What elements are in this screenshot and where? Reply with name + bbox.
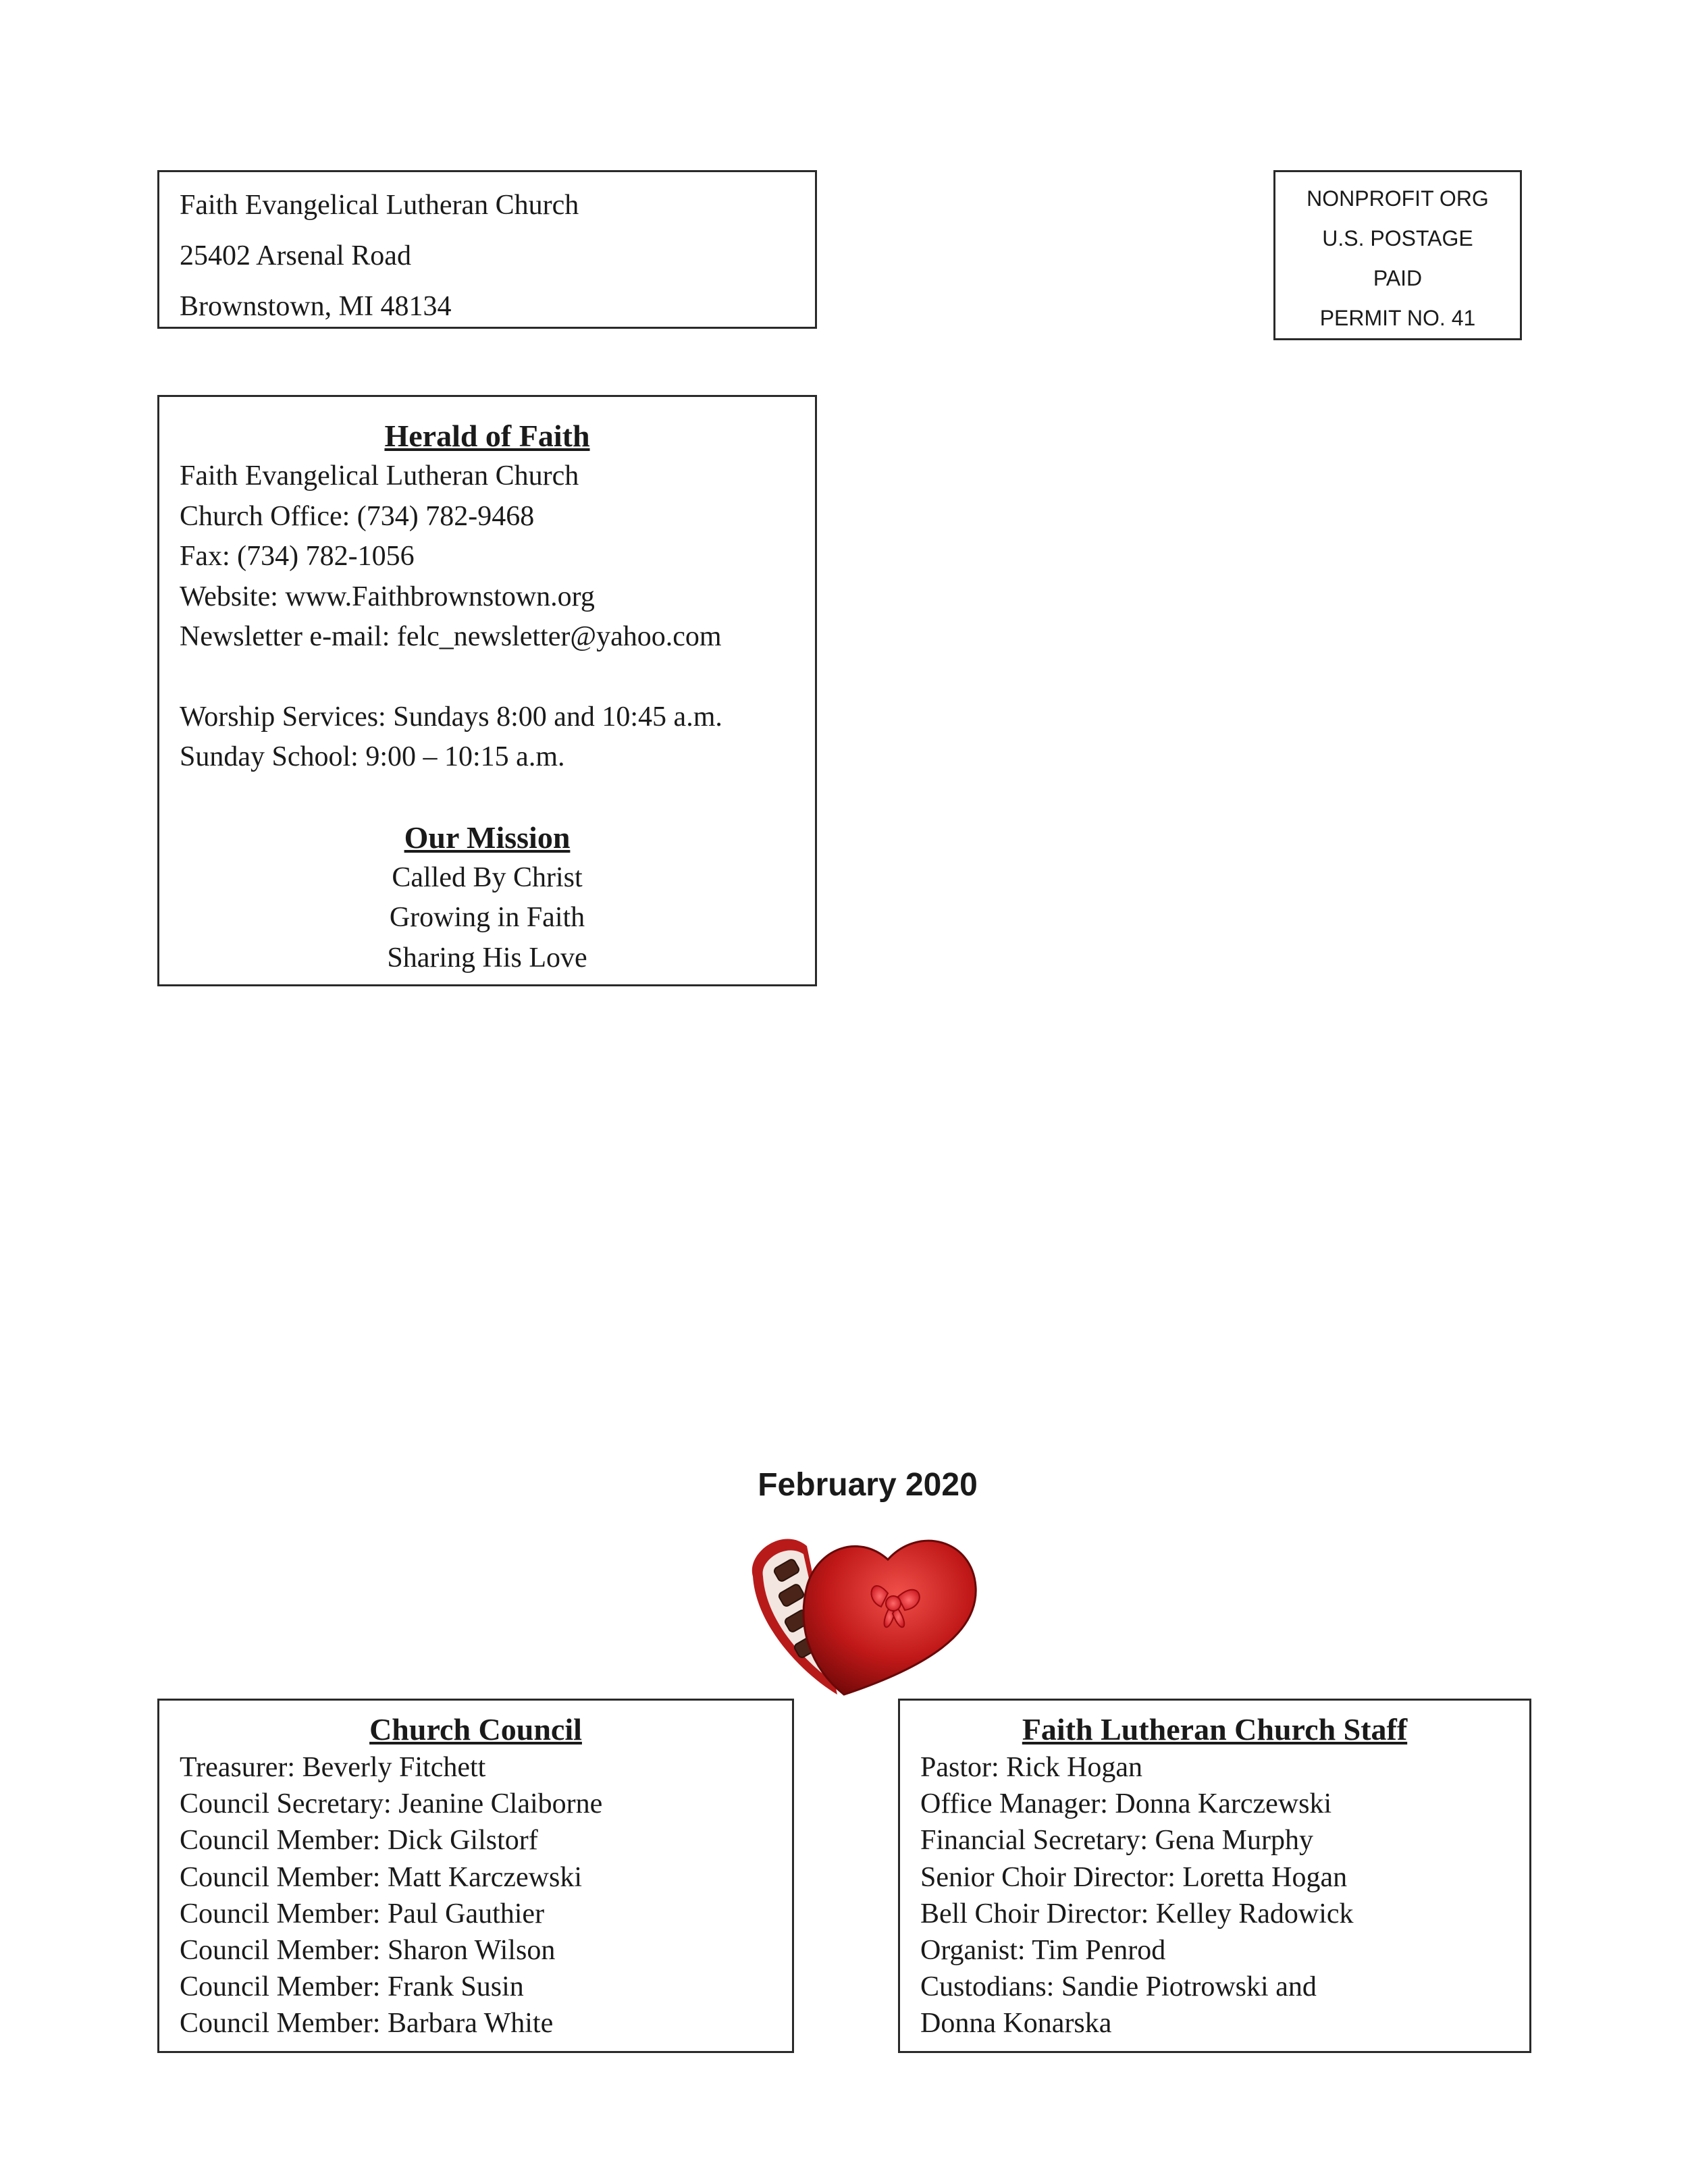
mission-title: Our Mission [404, 820, 571, 855]
council-member: Council Member: Barbara White [180, 2008, 554, 2040]
postage-line: PERMIT NO. 41 [1319, 306, 1476, 330]
heart-chocolate-box-icon [743, 1512, 986, 1708]
staff-member: Senior Choir Director: Loretta Hogan [920, 1861, 1348, 1893]
council-member: Council Member: Matt Karczewski [180, 1861, 582, 1893]
return-address-line: Brownstown, MI 48134 [180, 291, 452, 322]
return-address-box [157, 170, 817, 329]
postage-line: NONPROFIT ORG [1307, 186, 1489, 211]
staff-member: Custodians: Sandie Piotrowski and [920, 1971, 1317, 2003]
postage-line: PAID [1373, 266, 1423, 290]
sunday-school: Sunday School: 9:00 – 10:15 a.m. [180, 741, 565, 772]
church-name: Faith Evangelical Lutheran Church [180, 460, 579, 491]
staff-member: Organist: Tim Penrod [920, 1934, 1166, 1966]
herald-info-box [157, 395, 817, 986]
church-council-box [157, 1699, 794, 2053]
church-office-phone: Church Office: (734) 782-9468 [180, 500, 535, 532]
return-address-line: Faith Evangelical Lutheran Church [180, 190, 579, 221]
church-fax: Fax: (734) 782-1056 [180, 541, 415, 572]
worship-services: Worship Services: Sundays 8:00 and 10:45 a.m. [180, 701, 722, 733]
staff-member: Bell Choir Director: Kelley Radowick [920, 1898, 1354, 1929]
church-website: Website: www.Faithbrownstown.org [180, 581, 595, 612]
council-member: Council Secretary: Jeanine Claiborne [180, 1788, 603, 1820]
issue-month: February 2020 [758, 1467, 978, 1503]
herald-title: Herald of Faith [384, 419, 590, 453]
return-address-line: 25402 Arsenal Road [180, 240, 411, 271]
council-member: Council Member: Frank Susin [180, 1971, 524, 2003]
council-member: Council Member: Dick Gilstorf [180, 1825, 538, 1857]
council-member: Treasurer: Beverly Fitchett [180, 1752, 486, 1783]
council-member: Council Member: Paul Gauthier [180, 1898, 545, 1929]
council-member: Council Member: Sharon Wilson [180, 1934, 556, 1966]
staff-member: Financial Secretary: Gena Murphy [920, 1825, 1313, 1857]
newsletter-email: Newsletter e-mail: felc_newsletter@yahoo.com [180, 621, 722, 652]
staff-title: Faith Lutheran Church Staff [1022, 1712, 1408, 1747]
postage-indicia [1273, 170, 1522, 340]
council-title: Church Council [369, 1712, 582, 1747]
mission-line: Growing in Faith [389, 902, 585, 933]
mission-line: Sharing His Love [387, 942, 587, 974]
church-staff-box [898, 1699, 1531, 2053]
staff-member: Office Manager: Donna Karczewski [920, 1788, 1332, 1820]
mission-line: Called By Christ [392, 861, 583, 893]
staff-member: Pastor: Rick Hogan [920, 1752, 1142, 1783]
postage-line: U.S. POSTAGE [1322, 226, 1473, 250]
staff-member: Donna Konarska [920, 2008, 1112, 2040]
